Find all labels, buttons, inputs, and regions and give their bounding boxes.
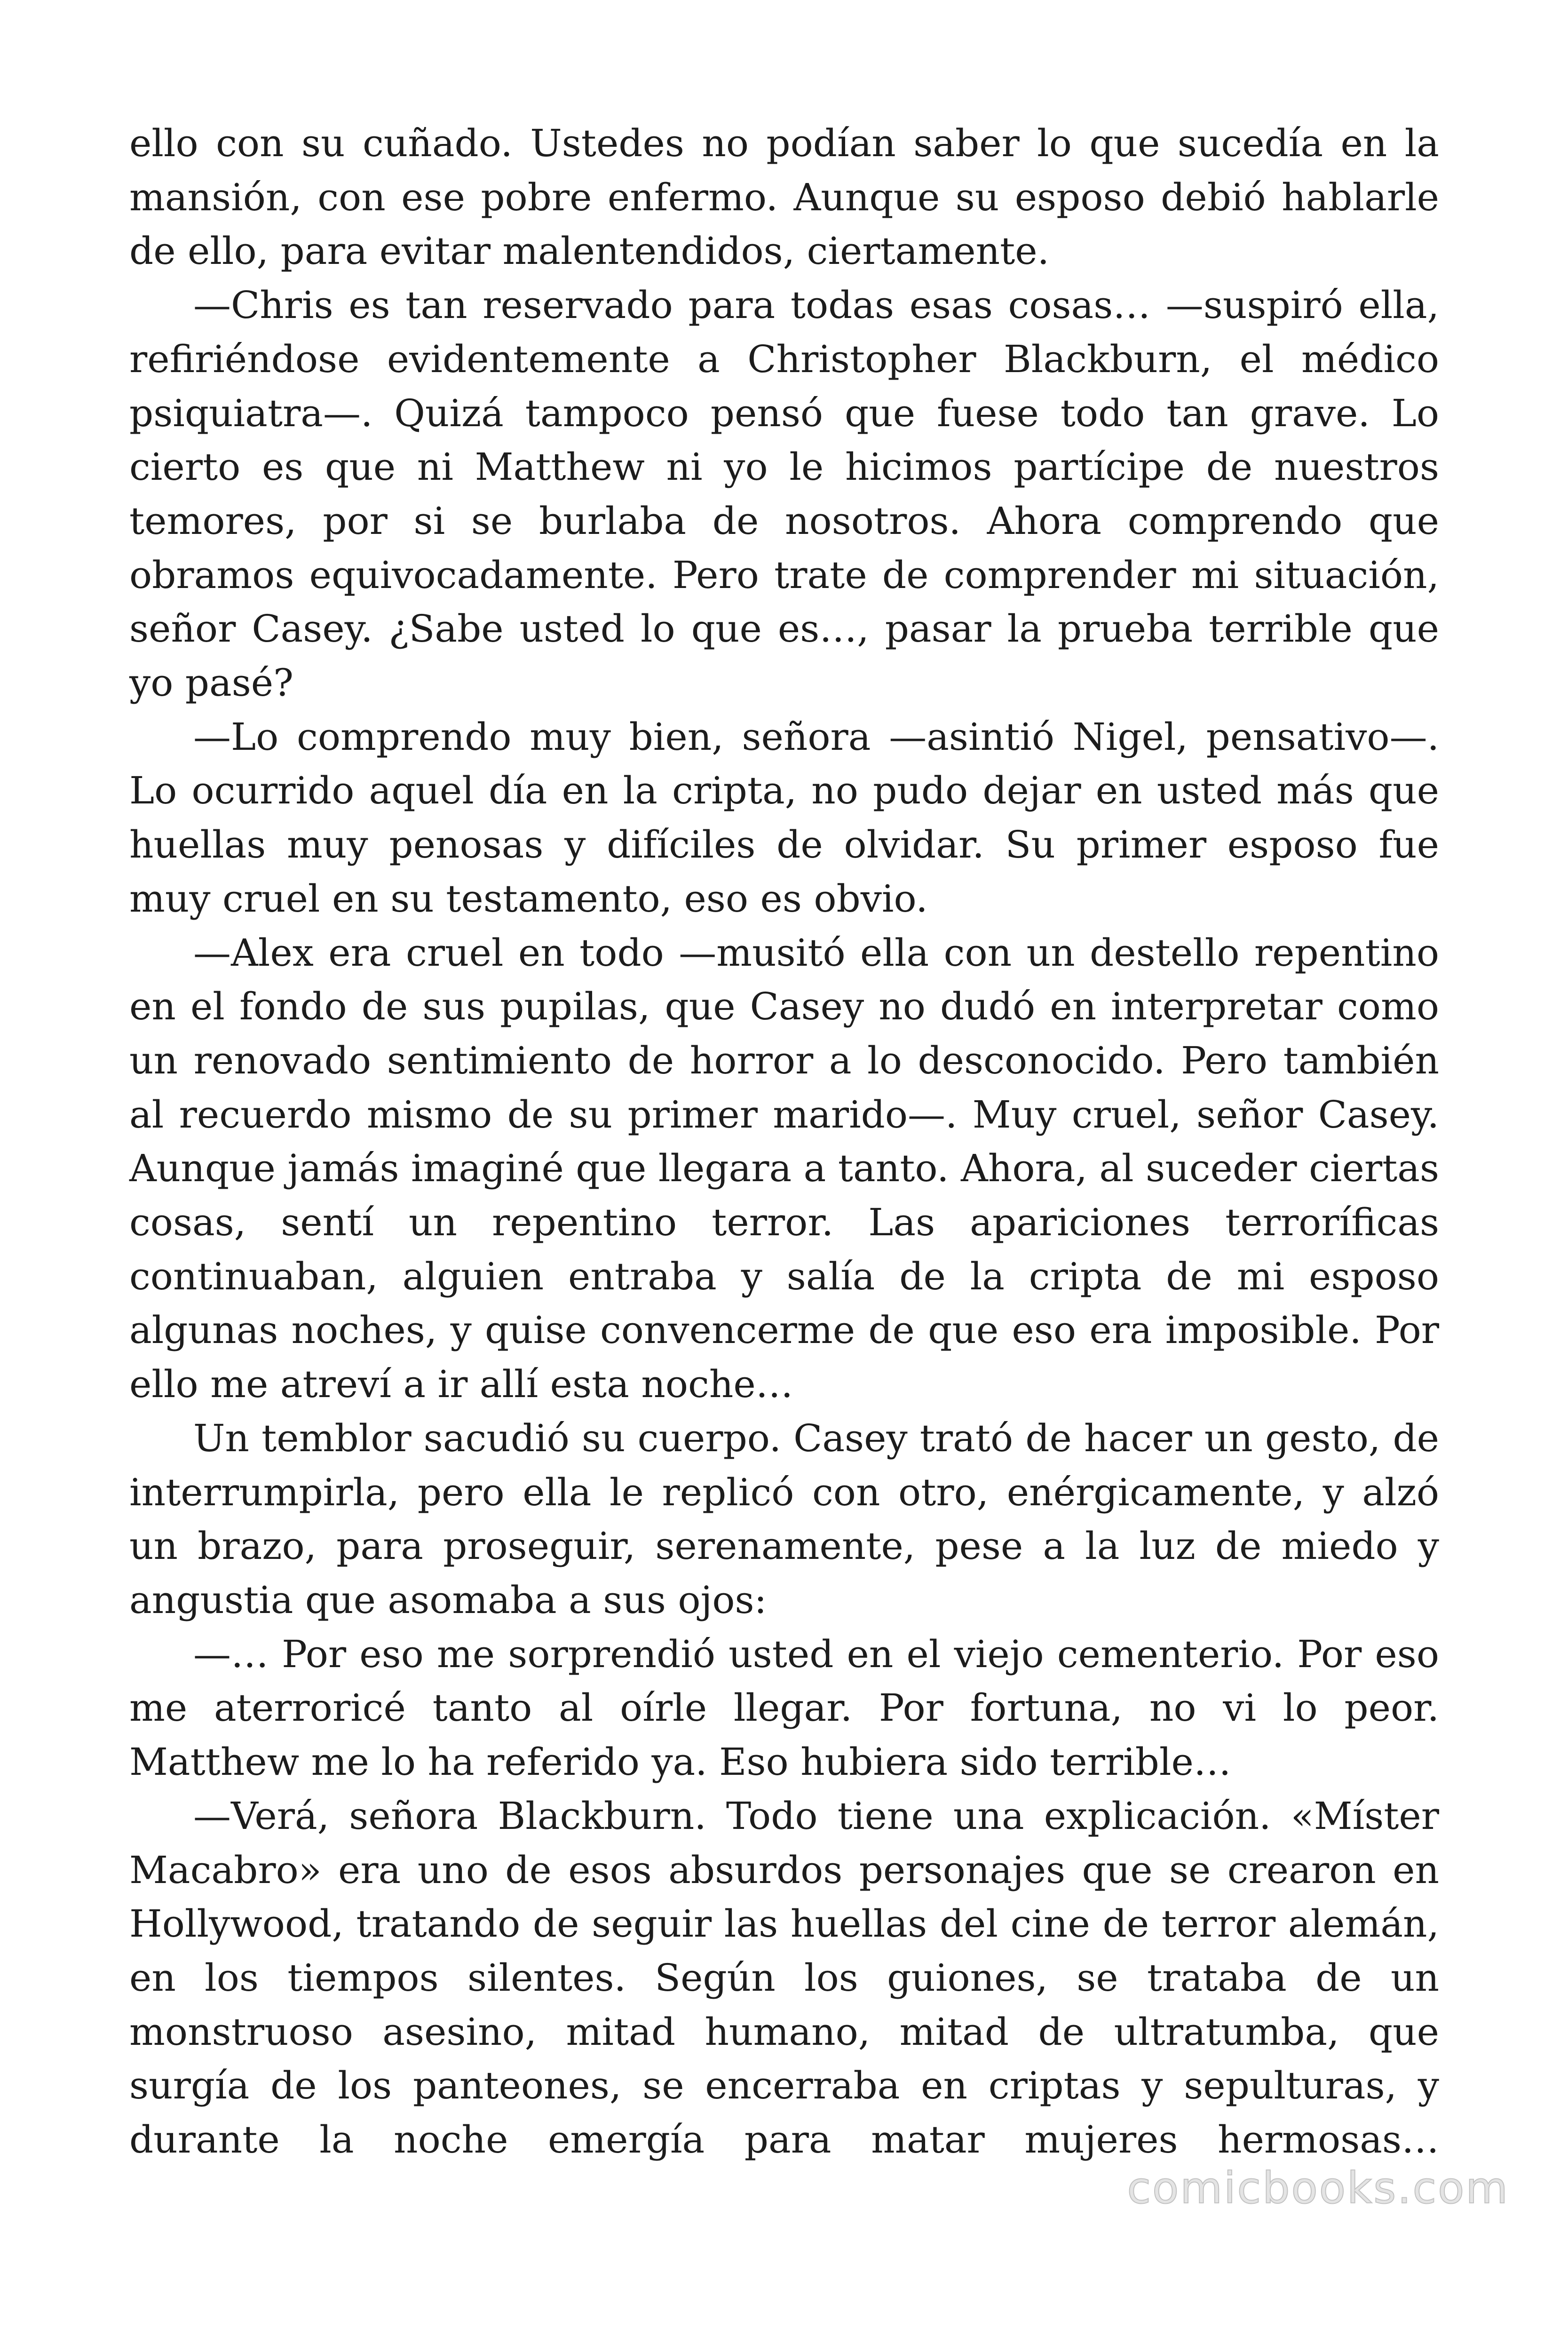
paragraph: —Lo comprendo muy bien, señora —asintió Nigel, pensativo—. Lo ocurrido aquel día en la cripta, no pudo dejar en usted más que huellas muy penosas y difíciles de olvidar. Su primer esposo fue muy cruel en su testamento, eso es obvio. (129, 715, 1439, 921)
paragraph: —… Por eso me sorprendió usted en el viejo cementerio. Por eso me aterroricé tanto al oírle llegar. Por fortuna, no vi lo peor. Matthew me lo ha referido ya. Eso hubiera sido terrible… (129, 1632, 1439, 1784)
paragraph: —Verá, señora Blackburn. Todo tiene una explicación. «Míster Macabro» era uno de esos absurdos personajes que se crearon en Hollywood, tratando de seguir las huellas del cine de terror alemán, en los tiempos silentes. Según los guiones, se trataba de un monstruoso asesino, mitad humano, mitad de ultratumba, que surgía de los panteones, se encerraba en criptas y sepulturas, y durante la noche emergía para matar mujeres hermosas… (129, 1794, 1439, 2162)
paragraph: ello con su cuñado. Ustedes no podían saber lo que sucedía en la mansión, con ese pobre enfermo. Aunque su esposo debió hablarle de ello, para evitar malentendidos, ciertamente. (129, 121, 1439, 273)
paragraph: Un temblor sacudió su cuerpo. Casey trató de hacer un gesto, de interrumpirla, pero ella le replicó con otro, enérgicamente, y alzó un brazo, para proseguir, serenamente, pese a la luz de miedo y angustia que asomaba a sus ojos: (129, 1416, 1439, 1622)
book-page-text (129, 117, 1439, 2167)
paragraph: —Alex era cruel en todo —musitó ella con un destello repentino en el fondo de sus pupilas, que Casey no dudó en interpretar como un renovado sentimiento de horror a lo desconocido. Pero también al recuerdo mismo de su primer marido—. Muy cruel, señor Casey. Aunque jamás imaginé que llegara a tanto. Ahora, al suceder ciertas cosas, sentí un repentino terror. Las apariciones terroríficas continuaban, alguien entraba y salía de la cripta de mi esposo algunas noches, y quise convencerme de que eso era imposible. Por ello me atreví a ir allí esta noche… (129, 930, 1439, 1406)
paragraph: —Chris es tan reservado para todas esas cosas… —suspiró ella, refiriéndose evidentemente a Christopher Blackburn, el médico psiquiatra—. Quizá tampoco pensó que fuese todo tan grave. Lo cierto es que ni Matthew ni yo le hicimos partícipe de nuestros temores, por si se burlaba de nosotros. Ahora comprendo que obramos equivocadamente. Pero trate de comprender mi situación, señor Casey. ¿Sabe usted lo que es…, pasar la prueba terrible que yo pasé? (129, 283, 1439, 705)
watermark: comicbooks.com (1127, 2163, 1509, 2213)
